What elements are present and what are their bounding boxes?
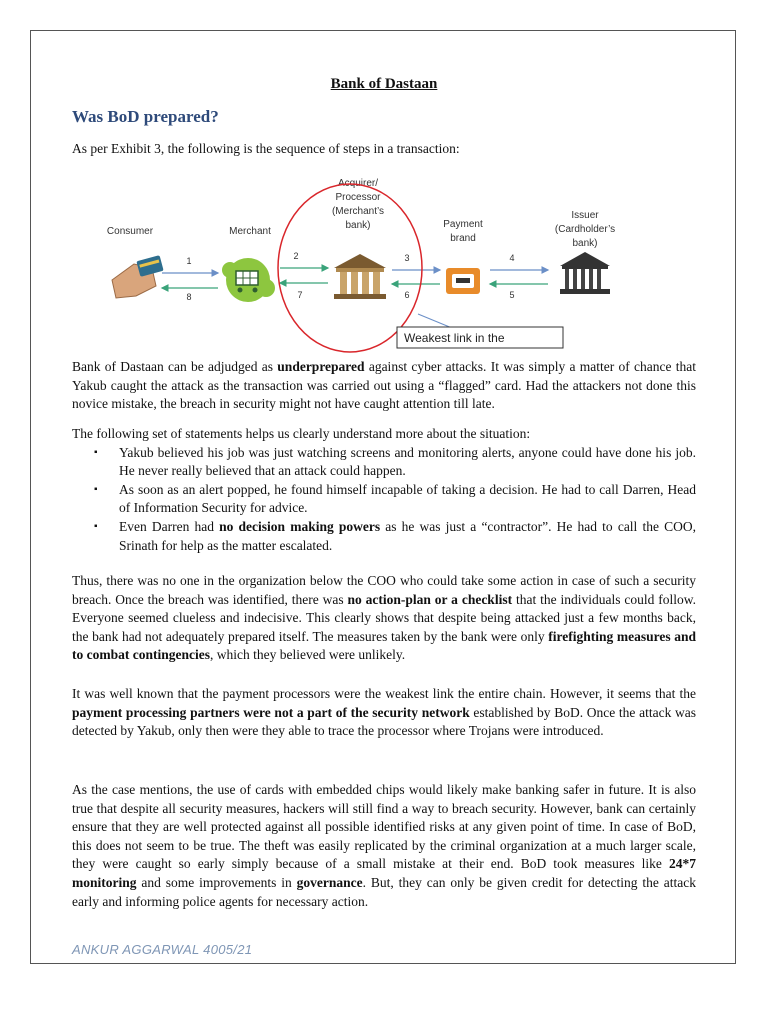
label-acquirer-2: Processor: [335, 192, 381, 203]
label-acquirer-1: Acquirer/: [337, 178, 379, 189]
label-merchant: Merchant: [229, 226, 271, 237]
label-issuer-3: bank): [572, 238, 598, 249]
consumer-card-icon: [112, 255, 164, 298]
step-8: 8: [186, 292, 192, 302]
callout-text: Weakest link in the: [404, 331, 505, 345]
paragraph-payment-processors: It was well known that the payment processors were the weakest link the entire chain. However, it seems that the payment processing partners were not a part of the security network established by BoD. Once the attack was detected by Yakub, only then were they able to trace the processor where Trojans were introduced.: [72, 686, 696, 739]
step-3: 3: [404, 253, 410, 263]
label-payment-2: brand: [450, 233, 476, 244]
list-item: ▪ Yakub believed his job was just watching screens and monitoring alerts, anyone could have done his job. He never really believed that an attack could happen.: [94, 444, 696, 479]
step-2: 2: [293, 251, 299, 261]
statements-intro: The following set of statements helps us clearly understand more about the situation:: [72, 426, 531, 441]
paragraph-underprepared: Bank of Dastaan can be adjudged as underprepared against cyber attacks. It was simply a matter of chance that Yakub caught the attack as the transaction was carried out using a “flagged” card. Had the attackers not done this novice mistake, the breach in security might not have caught attention till late.: [72, 359, 696, 412]
payment-brand-icon: [446, 268, 480, 294]
section-heading: Was BoD prepared?: [72, 107, 219, 126]
weakest-link-callout: [397, 327, 563, 348]
statements-list: [72, 444, 696, 556]
step-4: 4: [509, 253, 515, 263]
document-title: Bank of Dastaan: [330, 76, 438, 92]
label-issuer-2: (Cardholder’s: [554, 224, 616, 235]
step-6: 6: [404, 290, 410, 300]
label-consumer: Consumer: [106, 226, 154, 237]
transaction-flow-diagram: [100, 170, 616, 360]
label-acquirer-4: bank): [345, 220, 371, 231]
list-item: ▪ As soon as an alert popped, he found himself incapable of taking a decision. He had to call Darren, Head of Information Security for advice.: [94, 481, 696, 516]
step-1: 1: [186, 256, 192, 266]
paragraph-no-action-plan: Thus, there was no one in the organization below the COO who could take some action in case of such a security breach. Once the breach was identified, there was no action-plan or a checklist that the individuals could follow. Everyone seemed clueless and indecisive. This clearly shows that despite being attacked just a few months back, the bank had not adequately prepared itself. The measures taken by the bank were only firefighting measures and to combat contingencies, which they believed were unlikely.: [72, 573, 696, 663]
label-acquirer-3: (Merchant’s: [331, 206, 385, 217]
intro-text: As per Exhibit 3, the following is the sequence of steps in a transaction:: [72, 141, 460, 156]
paragraph-statements: [72, 425, 696, 555]
step-7: 7: [297, 290, 303, 300]
label-issuer-1: Issuer: [571, 210, 599, 221]
label-payment-1: Payment: [443, 219, 483, 230]
paragraph-conclusion: As the case mentions, the use of cards with embedded chips would likely make banking safer in future. It is also true that despite all security measures, hackers will still find a way to breach security. However, bank can certainly ensure that they are well protected against all possible identified risks at any given point of time. In case of BoD, this does not seem to be true. The theft was easily replicated by the criminal organization at a much larger scale, they were caught so early simply because of a small mistake at their end. BoD took measures like 24*7 monitoring and some improvements in governance. But, they can only be given credit for detecting the attack early and informing police agents for necessary action.: [72, 782, 696, 909]
merchant-cart-icon: [222, 258, 275, 302]
list-item: ▪ Even Darren had no decision making powers as he was just a “contractor”. He had to call the COO, Srinath for help as the matter escalated.: [94, 518, 696, 553]
step-5: 5: [509, 290, 515, 300]
acquirer-bank-icon: [334, 254, 386, 299]
author-footer: ANKUR AGGARWAL 4005/21: [72, 942, 253, 957]
